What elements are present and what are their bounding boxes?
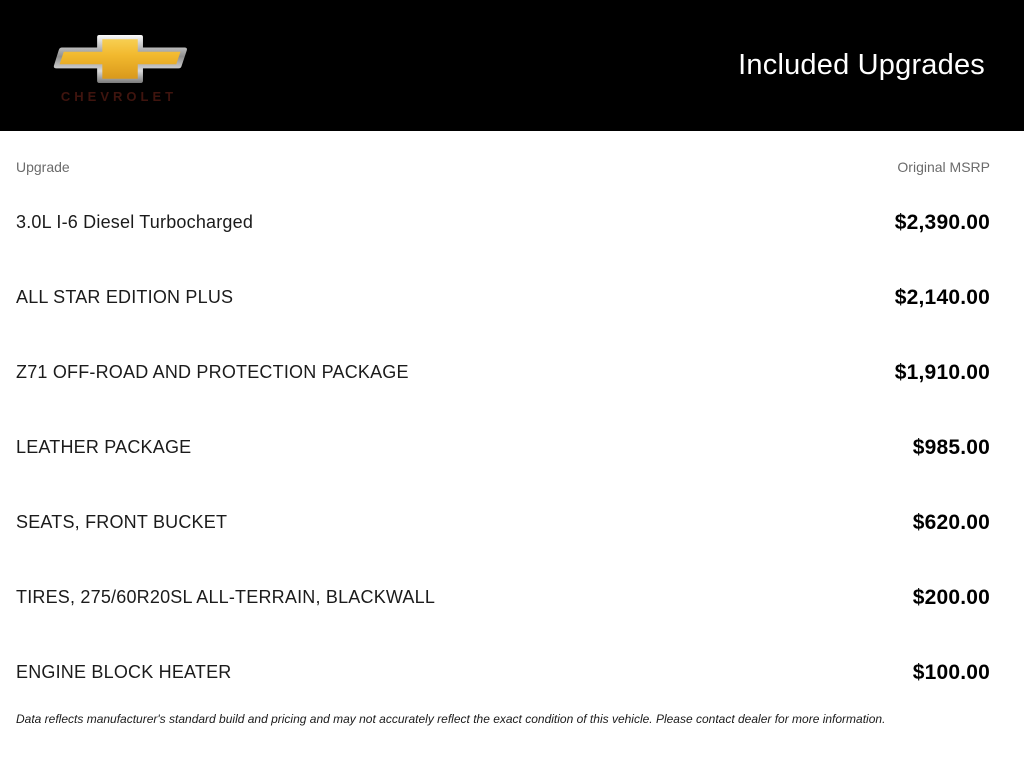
upgrade-name: Z71 OFF-ROAD AND PROTECTION PACKAGE [16,362,409,382]
table-row [16,185,990,260]
page-title: Included Upgrades [738,49,985,81]
table-row [16,335,990,410]
table-header-row [16,157,990,177]
table-row [16,635,990,710]
upgrades-table [0,131,1024,710]
page-header [0,0,1024,131]
upgrade-name: ENGINE BLOCK HEATER [16,662,232,682]
table-row [16,410,990,485]
upgrade-name: TIRES, 275/60R20SL ALL-TERRAIN, BLACKWALL [16,587,436,607]
upgrade-name: ALL STAR EDITION PLUS [16,287,234,307]
disclaimer-text: Data reflects manufacturer's standard build and pricing and may not accurately reflect the exact condition of this vehicle. Please contact dealer for more information. [16,712,886,726]
table-body [16,185,990,710]
upgrade-name: LEATHER PACKAGE [16,437,192,457]
upgrade-price: $200.00 [912,585,990,609]
column-header-upgrade: Upgrade [16,159,70,175]
upgrade-name: SEATS, FRONT BUCKET [16,512,228,532]
table-row [16,485,990,560]
upgrade-price: $2,390.00 [894,210,990,234]
upgrade-price: $100.00 [912,660,990,684]
upgrade-price: $2,140.00 [894,285,990,309]
table-row [16,560,990,635]
upgrade-price: $1,910.00 [894,360,990,384]
chevrolet-wordmark: CHEVROLET [60,89,178,104]
upgrade-name: 3.0L I-6 Diesel Turbocharged [16,212,254,232]
upgrade-price: $985.00 [912,435,990,459]
upgrade-price: $620.00 [912,510,990,534]
page-footer [0,710,1024,728]
chevrolet-bowtie-icon [45,34,193,84]
column-header-original-msrp: Original MSRP [897,159,990,175]
chevrolet-logo [45,34,193,103]
table-row [16,260,990,335]
